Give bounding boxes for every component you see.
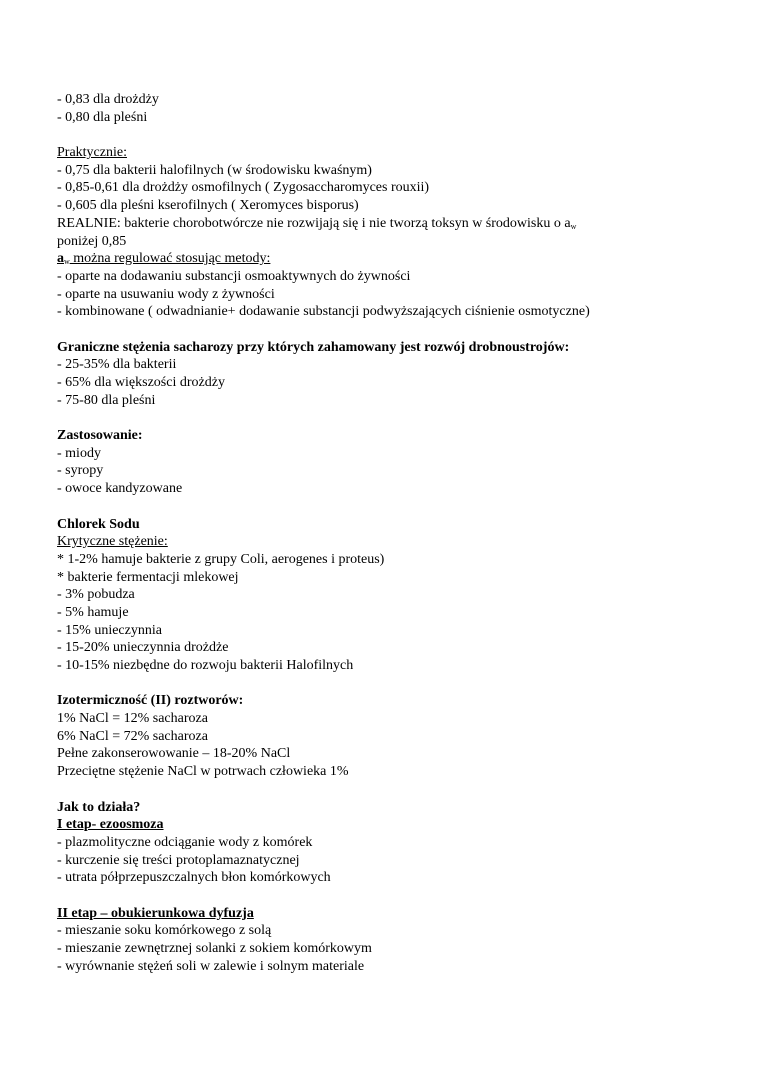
salt-item: - 15% unieczynnia <box>57 622 162 638</box>
application-heading: Zastosowanie: <box>57 428 143 444</box>
application-item: - syropy <box>57 463 104 479</box>
document-page <box>57 91 717 975</box>
method-item: - oparte na usuwaniu wody z żywności <box>57 286 275 302</box>
stage2-item: - wyrównanie stężeń soli w zalewie i solnym materiale <box>57 958 365 974</box>
aw-methods-heading: $a_w$ można regulować stosując metody: <box>57 251 271 267</box>
stage2-item: - mieszanie zewnętrznej solanki z sokiem komórkowym <box>57 941 372 956</box>
isothermal-item: 6% NaCl = 72% sacharoza <box>57 728 208 744</box>
application-item: - owoce kandyzowane <box>57 481 183 497</box>
isothermal-item: Przeciętne stężenie NaCl w potrwach człowieka 1% <box>57 764 349 780</box>
salt-item: - 3% pobudza <box>57 587 135 603</box>
salt-heading: Chlorek Sodu <box>57 516 140 532</box>
intro-item: - 0,80 dla pleśni <box>57 109 148 125</box>
stage1-heading: I etap- ezoosmoza <box>57 817 164 833</box>
salt-subheading: Krytyczne stężenie: <box>57 534 168 550</box>
stage1-item: - utrata półprzepuszczalnych błon komórkowych <box>57 870 331 886</box>
method-item: - oparte na dodawaniu substancji osmoaktywnych do żywności <box>57 268 411 284</box>
realnie-line: REALNIE: bakterie chorobotwórcze nie rozwijają się i nie tworzą toksyn w środowisku o $a_w$ <box>57 215 577 231</box>
sugar-item: - 75-80 dla pleśni <box>57 392 156 408</box>
isothermal-item: 1% NaCl = 12% sacharoza <box>57 711 208 727</box>
salt-item: - 15-20% unieczynnia drożdże <box>57 640 229 656</box>
stage2-item: - mieszanie soku komórkowego z solą <box>57 923 272 939</box>
practical-heading: Praktycznie: <box>57 145 127 161</box>
isothermal-item: Pełne zakonserowowanie – 18-20% NaCl <box>57 746 291 762</box>
sugar-heading: Graniczne stężenia sacharozy przy których zahamowany jest rozwój drobnoustrojów: <box>57 339 570 355</box>
stage2-heading: II etap – obukierunkowa dyfuzja <box>57 905 254 921</box>
practical-item: - 0,75 dla bakterii halofilnych (w środowisku kwaśnym) <box>57 162 372 178</box>
application-item: - miody <box>57 445 101 461</box>
how-heading: Jak to działa? <box>57 799 141 815</box>
sugar-item: - 25-35% dla bakterii <box>57 357 177 373</box>
salt-item: * 1-2% hamuje bakterie z grupy Coli, aerogenes i proteus) <box>57 551 385 567</box>
realnie-line-continued: poniżej 0,85 <box>57 233 127 249</box>
method-item: - kombinowane ( odwadnianie+ dodawanie substancji podwyższających ciśnienie osmotyczne) <box>57 304 590 320</box>
practical-item: - 0,85-0,61 dla drożdży osmofilnych ( Zygosaccharomyces rouxii) <box>57 180 430 196</box>
stage1-item: - plazmolityczne odciąganie wody z komórek <box>57 834 313 850</box>
salt-item: - 10-15% niezbędne do rozwoju bakterii Halofilnych <box>57 658 354 673</box>
salt-item: - 5% hamuje <box>57 604 129 620</box>
practical-item: - 0,605 dla pleśni kserofilnych ( Xeromyces bisporus) <box>57 198 359 214</box>
salt-item: * bakterie fermentacji mlekowej <box>57 569 239 585</box>
intro-item: - 0,83 dla drożdży <box>57 92 159 107</box>
sugar-item: - 65% dla większości drożdży <box>57 375 225 390</box>
isothermal-heading: Izotermiczność (II) roztworów: <box>57 693 244 709</box>
stage1-item: - kurczenie się treści protoplamaznatycznej <box>57 852 300 868</box>
